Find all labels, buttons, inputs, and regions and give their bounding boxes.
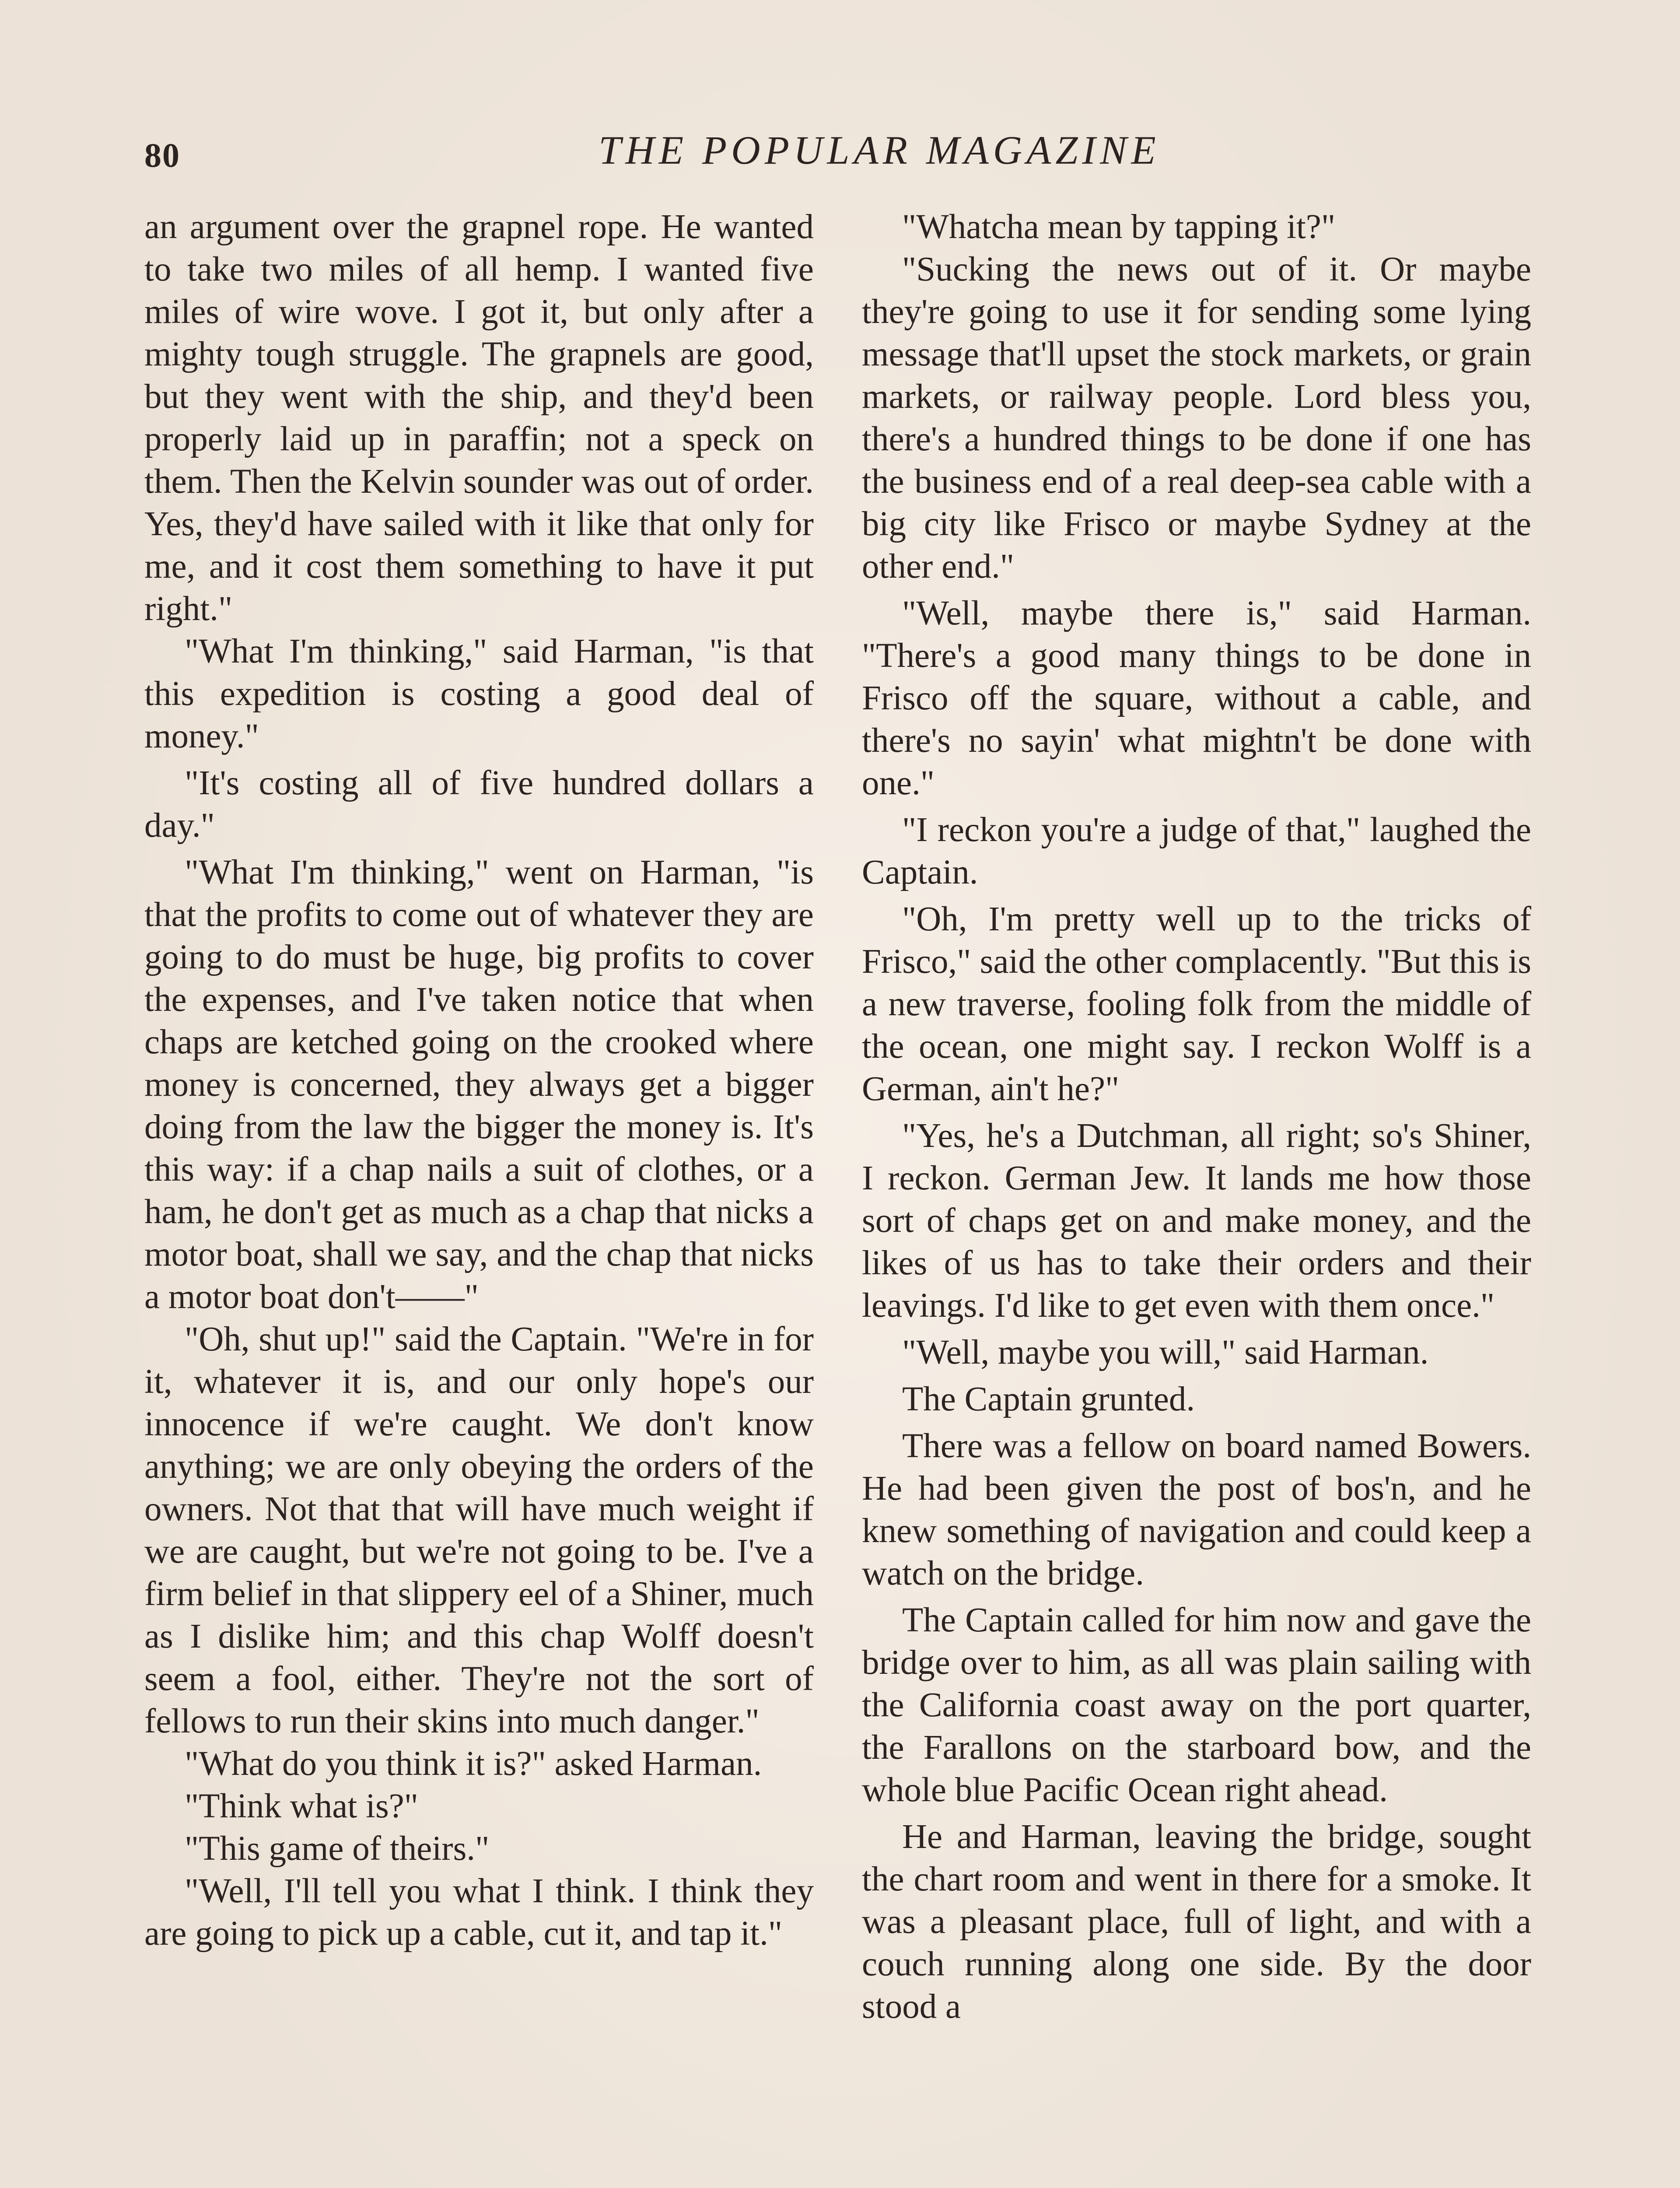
running-title: THE POPULAR MAGAZINE xyxy=(598,128,1160,172)
paragraph: "This game of theirs." xyxy=(185,1830,490,1868)
right-column xyxy=(862,206,1531,2028)
paragraph: The Captain called for him now and gave the bridge over to him, as all was plain sailing with the California coast away on the port quarter, the Farallons on the starboard bow, and the whole blue Pacific Ocean right ahead. xyxy=(862,1601,1531,1809)
paragraph: "Yes, he's a Dutchman, all right; so's Shiner, I reckon. German Jew. It lands me how those sort of chaps get on and make money, and the likes of us has to take their orders and their leavings. I'd like to get even with them once." xyxy=(862,1117,1531,1325)
paragraph: "It's costing all of five hundred dollars a day." xyxy=(144,764,814,845)
paragraph: "What do you think it is?" asked Harman. xyxy=(185,1745,762,1783)
paragraph: There was a fellow on board named Bowers. He had been given the post of bos'n, and he knew something of navigation and could keep a watch on the bridge. xyxy=(862,1427,1531,1592)
left-column xyxy=(144,206,814,1955)
paragraph: "Sucking the news out of it. Or maybe they're going to use it for sending some lying message that'll upset the stock markets, or grain markets, or railway people. Lord bless you, there's a hundred things to be done if one has the business end of a real deep-sea cable with a big city like Frisco or maybe Sydney at the other end." xyxy=(862,250,1531,586)
paragraph: "Think what is?" xyxy=(185,1787,419,1825)
page-number: 80 xyxy=(144,136,180,174)
paragraph: an argument over the grapnel rope. He wanted to take two miles of all hemp. I wanted five miles of wire wove. I got it, but only after a mighty tough struggle. The grapnels are good, but they went with the ship, and they'd been properly laid up in paraffin; not a speck on them. Then the Kelvin sounder was out of order. Yes, they'd have sailed with it like that only for me, and it cost them something to have it put right." xyxy=(144,208,814,628)
paragraph: He and Harman, leaving the bridge, sought the chart room and went in there for a smoke. It was a pleasant place, full of light, and with a couch running along one side. By the door stood a xyxy=(862,1818,1531,2026)
page-header xyxy=(144,127,1536,193)
paragraph: "What I'm thinking," said Harman, "is that this expedition is costing a good deal of money." xyxy=(144,632,814,755)
paragraph: The Captain grunted. xyxy=(902,1380,1195,1418)
paragraph: "Well, maybe you will," said Harman. xyxy=(902,1333,1429,1371)
paragraph: "I reckon you're a judge of that," laughed the Captain. xyxy=(862,811,1531,891)
paragraph: "Whatcha mean by tapping it?" xyxy=(902,208,1336,246)
paragraph: "Well, I'll tell you what I think. I think they are going to pick up a cable, cut it, and tap it." xyxy=(144,1872,814,1953)
paragraph: "Oh, shut up!" said the Captain. "We're in for it, whatever it is, and our only hope's our innocence if we're caught. We don't know anything; we are only obeying the orders of the owners. Not that that will have much weight if we are caught, but we're not going to be. I've a firm belief in that slippery eel of a Shiner, much as I dislike him; and this chap Wolff doesn't seem a fool, either. They're not the sort of fellows to run their skins into much danger." xyxy=(144,1320,814,1740)
paragraph: "What I'm thinking," went on Harman, "is that the profits to come out of whatever they are going to do must be huge, big profits to cover the expenses, and I've taken notice that when chaps are ketched going on the crooked where money is concerned, they always get a bigger doing from the law the bigger the money is. It's this way: if a chap nails a suit of clothes, or a ham, he don't get as much as a chap that nicks a motor boat, shall we say, and the chap that nicks a motor boat don't——" xyxy=(144,853,814,1316)
paragraph: "Well, maybe there is," said Harman. "There's a good many things to be done in Frisco off the square, without a cable, and there's no sayin' what mightn't be done with one." xyxy=(862,594,1531,802)
paragraph: "Oh, I'm pretty well up to the tricks of Frisco," said the other complacently. "But this is a new traverse, fooling folk from the middle of the ocean, one might say. I reckon Wolff is a German, ain't he?" xyxy=(862,900,1531,1108)
